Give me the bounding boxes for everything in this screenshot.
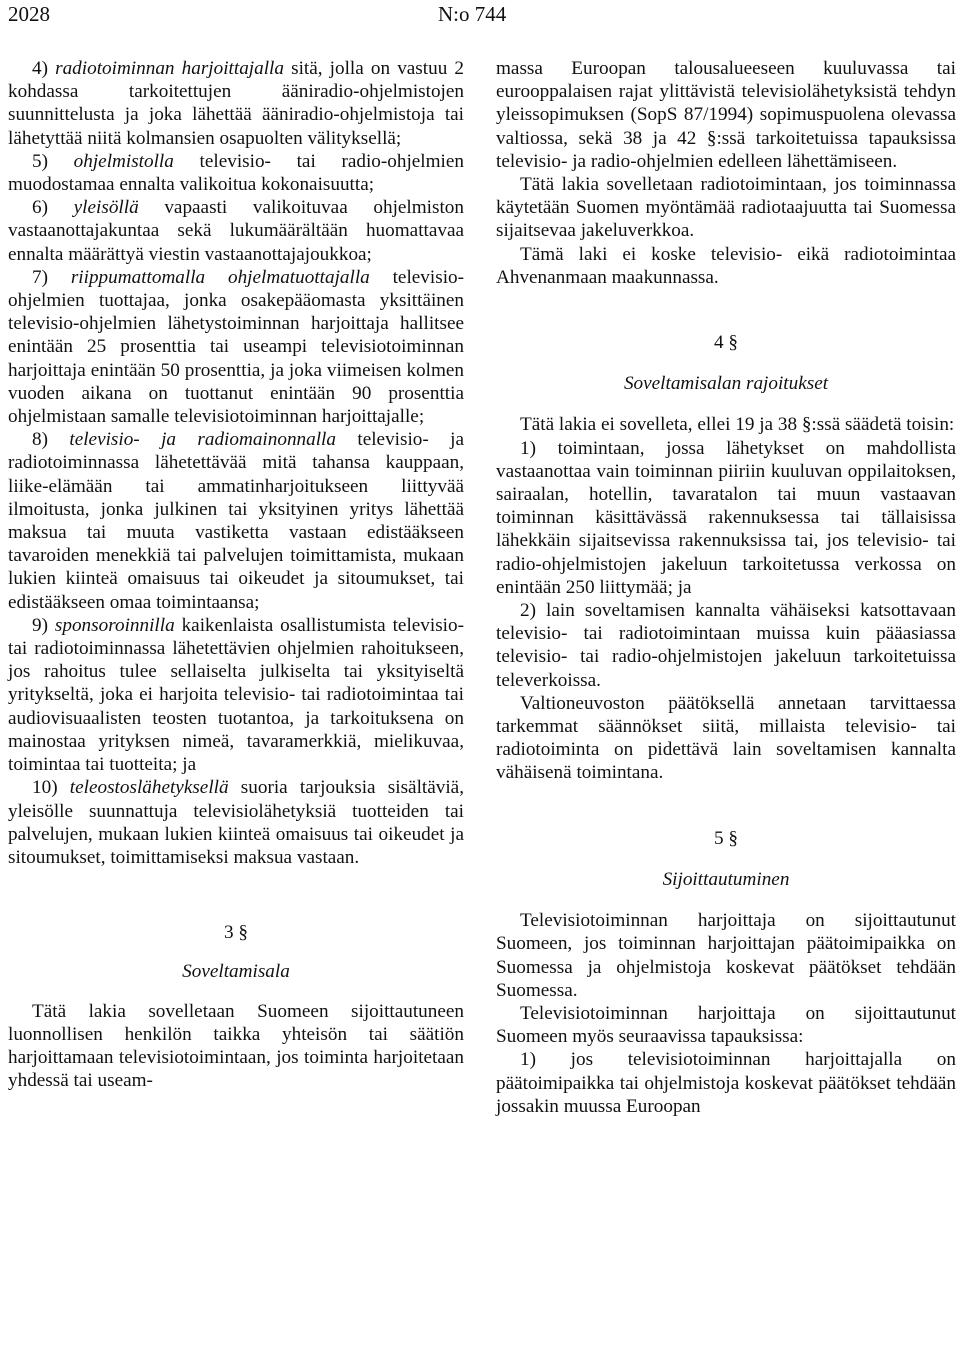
left-column xyxy=(8,57,464,1092)
section-4-title: Soveltamisalan rajoitukset xyxy=(623,373,829,395)
definition-text: sitä, jolla on vastuu 2 kohdassa tarkoitettujen ääniradio-ohjelmistojen suunnittelusta ja joka lähettää ääniradio-ohjelmistoja tai lähetyttää niitä kolmansien osapuolten välityksellä; xyxy=(8,58,465,149)
definition-text: suoria tarjouksia sisältäviä, yleisölle suunnattuja televisiolähetyksiä tuotteiden tai palvelujen, mukaan lukien kiinteä omaisuus tai oikeudet ja sitoumukset, toimittamiseksi maksua vastaan. xyxy=(8,777,464,868)
defined-term: teleostoslähetyksellä xyxy=(69,777,229,799)
defined-term: ohjelmistolla xyxy=(73,150,174,172)
item-number: 4) xyxy=(32,58,56,79)
section-5-title: Sijoittautuminen xyxy=(662,868,790,890)
definition-item-10 xyxy=(8,776,464,869)
definition-text: televisio- ja radiotoiminnassa lähetettävää mitä tahansa kauppaan, liike-elämään tai ammatinharjoitukseen liittyvää ilmoitusta, jonka julkinen tai yksityinen yritys lähettää maksua tai muuta vastiketta vastaan edistääkseen tavaroiden menekkiä tai palvelujen toimittamista, mukaan lukien kiinteä omaisuus tai oikeudet ja sitoumukset, tai edistääkseen omaa toimintaansa; xyxy=(8,429,465,613)
defined-term: yleisöllä xyxy=(73,197,139,219)
page-number: 2028 xyxy=(8,2,50,26)
section-3-title: Soveltamisala xyxy=(182,961,290,983)
definition-item-7 xyxy=(8,266,464,428)
item-number: 10) xyxy=(32,777,70,799)
section-4-item-1: 1) toimintaan, jossa lähetykset on mahdollista vastaanottaa vain toiminnan piiriin kuuluvan oppilaitoksen, sairaalan, hotellin, tavaratalon tai muun vastaavan toiminnan käsittävässä rakennuksessa tai tällaisissa lähekkäin sijaitsevissa rakennuksissa tai, jos televisio- tai radio-ohjelmistojen jakeluun tarkoitetussa verkossa on enintään 250 liittymää; ja xyxy=(496,437,956,598)
item-number: 5) xyxy=(32,150,74,172)
definition-text: televisio-ohjelmien tuottajaa, jonka osakepääomasta yksittäinen televisio-ohjelmien lähetystoiminnan harjoittaja hallitsee enintään 25 prosenttia tai useampi televisiotoiminnan harjoittaja enintään 50 prosenttia, ja joka viimeisen kolmen vuoden aikana on tuottanut enintään 90 prosenttia ohjelmistaan samalle televisiotoiminnan harjoittajalle; xyxy=(8,266,465,428)
section-4-paragraph: Valtioneuvoston päätöksellä annetaan tarvittaessa tarkemmat säännökset siitä, millaista televisio- tai radiotoiminta on pidettävä lain soveltamisen kannalta vähäisenä toimintana. xyxy=(496,692,956,784)
aland-paragraph: Tämä laki ei koske televisio- eikä radiotoimintaa Ahvenanmaan maakunnassa. xyxy=(496,243,956,288)
defined-term: televisio- ja radiomainonnalla xyxy=(69,429,336,451)
definition-text: televisio- tai radio-ohjelmien muodostamaa ennalta valikoitua kokonaisuutta; xyxy=(8,150,464,196)
definition-item-8 xyxy=(8,428,464,614)
section-4-intro: Tätä lakia ei sovelleta, ellei 19 ja 38 §:ssä säädetä toisin: xyxy=(520,414,955,436)
section-5-item-1: 1) jos televisiotoiminnan harjoittajalla on päätoimipaikka tai ohjelmistoja koskevat päätökset tehdään jossakin muussa Euroopan xyxy=(496,1049,956,1117)
radio-paragraph: Tätä lakia sovelletaan radiotoimintaan, jos toiminnassa käytetään Suomen myöntämää radiotaajuutta tai Suomessa sijaitsevaa jakeluverkkoa. xyxy=(496,174,956,242)
definition-item-6 xyxy=(8,196,464,266)
section-3-number: 3 § xyxy=(224,922,248,944)
section-4-item-2: 2) lain soveltamisen kannalta vähäiseksi katsottavaan televisio- tai radiotoimintaan muissa kuin pääasiassa televisio- tai radio-ohjelmistojen jakeluun tarkoitetuissa televerkoissa. xyxy=(496,600,956,691)
defined-term: riippumattomalla ohjelmatuottajalla xyxy=(70,266,370,288)
item-number: 7) xyxy=(32,266,71,288)
defined-term: sponsoroinnilla xyxy=(54,614,175,636)
page-header xyxy=(0,0,960,34)
issue-number: N:o 744 xyxy=(438,2,507,26)
definition-item-5 xyxy=(8,150,464,196)
defined-term: radiotoiminnan harjoittajalla xyxy=(55,58,284,79)
section-5-paragraph-2: Televisiotoiminnan harjoittaja on sijoittautunut Suomeen myös seuraavissa tapauksissa: xyxy=(496,1002,956,1048)
section-4-number: 4 § xyxy=(714,332,738,354)
continued-paragraph: massa Euroopan talousalueeseen kuuluvassa tai eurooppalaisen rajat ylittävistä televisiolähetyksistä tehdyn yleissopimuksen (SopS 87/1994) sopimuspuolena olevassa valtiossa, sekä 38 ja 42 §:ssä tarkoitetuissa tapauksissa televisio- ja radio-ohjelmien edelleen lähettämiseen. xyxy=(496,58,956,172)
definition-text: vapaasti valikoituvaa ohjelmiston vastaanottajakuntaa sekä lukumäärältään huomattavaa ennalta määrättyä viestin vastaanottajajoukkoa; xyxy=(8,197,464,265)
definition-item-9 xyxy=(8,614,464,776)
definition-text: kaikenlaista osallistumista televisio- tai radiotoiminnassa lähetettävien ohjelmien rahoitukseen, jos rahoitus tulee sellaiselta julkiselta tai yksityiseltä yritykseltä, joka ei harjoita televisio- tai radiotoimintaa tai audiovisuaalisten teosten tuotantoa, ja tarkoituksena on mainostaa yrityksen nimeä, tavaramerkkiä, mielikuvaa, toimintaa tai tuotteita; ja xyxy=(8,614,464,776)
right-column xyxy=(496,57,956,1118)
definition-item-4 xyxy=(8,57,464,150)
section-5-paragraph-1: Televisiotoiminnan harjoittaja on sijoittautunut Suomeen, jos toiminnan harjoittajan päätoimipaikka on Suomessa ja ohjelmistoja koskevat päätökset tehdään Suomessa. xyxy=(496,910,956,1001)
item-number: 6) xyxy=(32,197,74,219)
item-number: 8) xyxy=(32,429,70,451)
section-3-paragraph: Tätä lakia sovelletaan Suomeen sijoittautuneen luonnollisen henkilön taikka yhteisön tai säätiön harjoittamaan televisiotoimintaan, jos toiminta harjoitetaan yhdessä tai useam- xyxy=(8,1000,464,1092)
item-number: 9) xyxy=(32,614,55,636)
section-5-number: 5 § xyxy=(714,827,738,849)
